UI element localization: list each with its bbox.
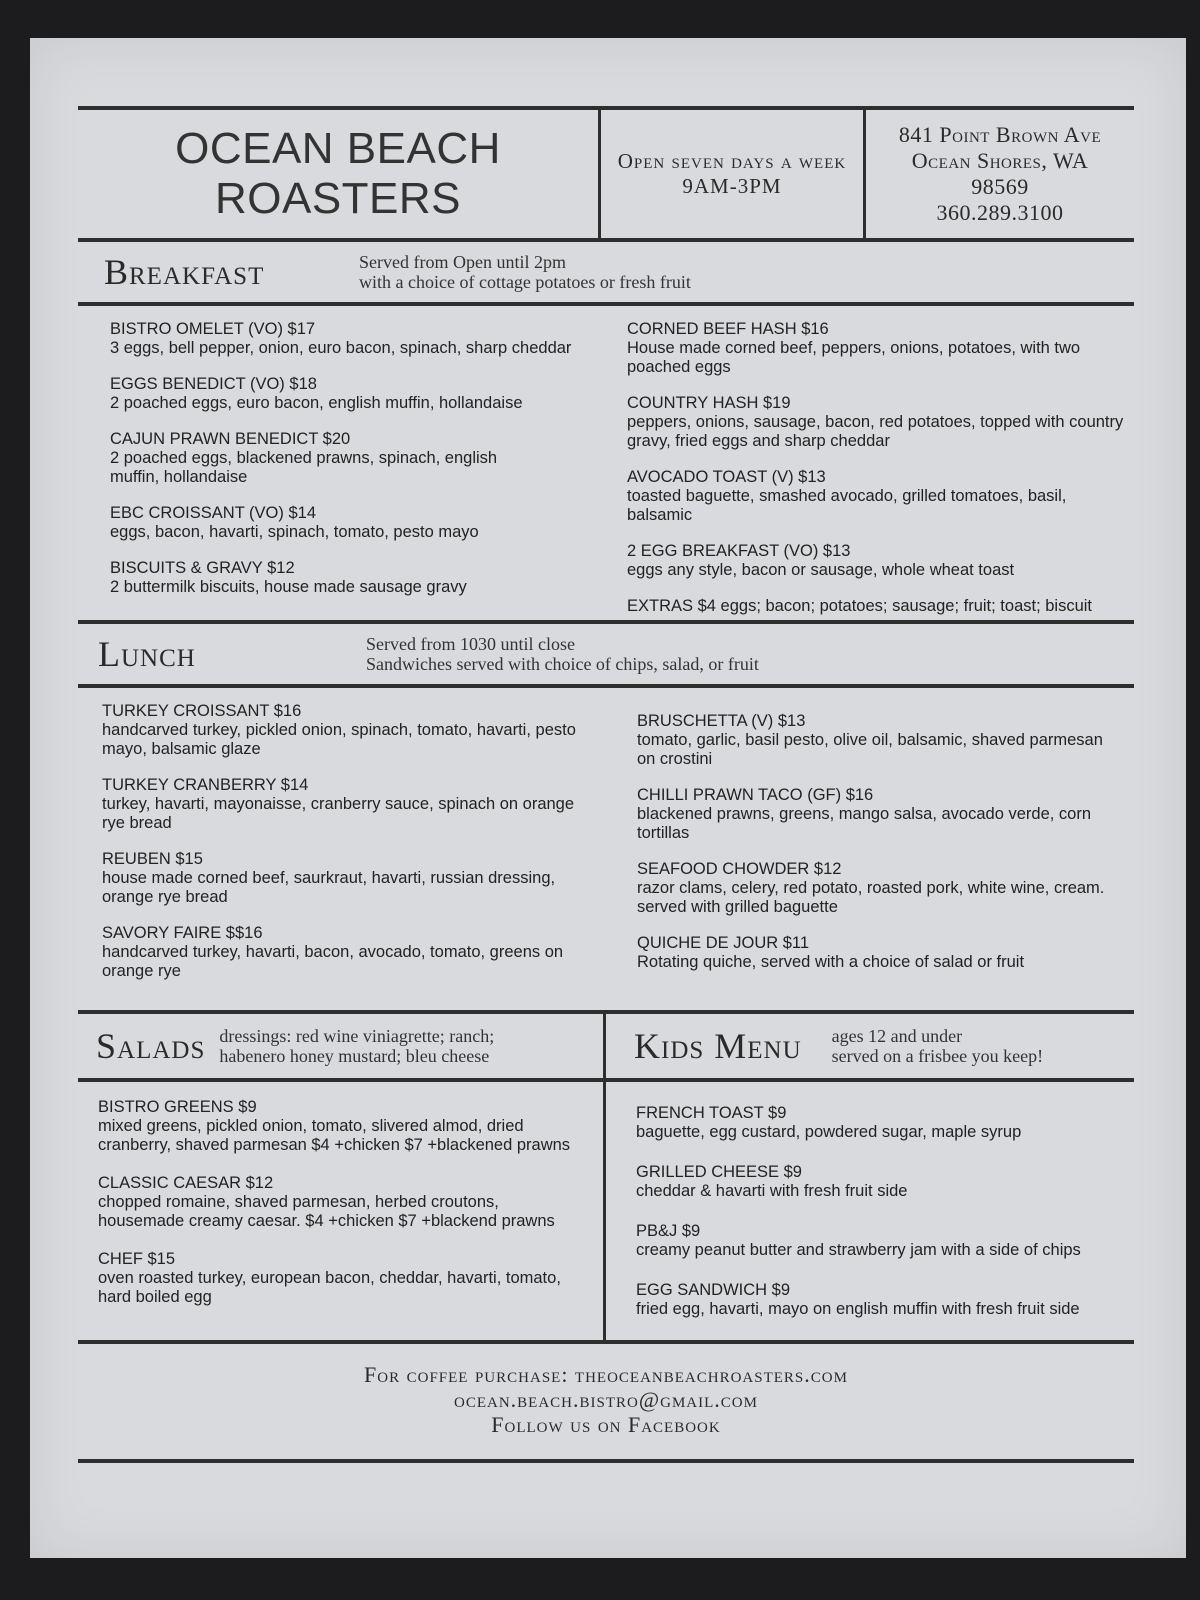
- menu-item: [627, 320, 1124, 377]
- menu-item: [110, 504, 607, 542]
- breakfast-note: [359, 252, 691, 292]
- item-name: REUBEN $15: [102, 850, 203, 868]
- item-name: BISTRO GREENS $9: [98, 1098, 257, 1116]
- restaurant-name: OCEAN BEACH ROASTERS: [175, 124, 501, 223]
- item-name: EXTRAS $4 eggs; bacon; potatoes; sausage; fruit; toast; biscuit: [627, 597, 1093, 615]
- menu-item: [98, 1098, 579, 1155]
- lunch-note: [366, 634, 759, 674]
- divider: [78, 1459, 1134, 1463]
- menu-item: [98, 1250, 579, 1307]
- breakfast-items: [78, 306, 1134, 620]
- item-name: SAVORY FAIRE $$16: [102, 924, 263, 942]
- salads-section: [78, 1014, 606, 1340]
- item-name: CORNED BEEF HASH $16: [627, 320, 829, 338]
- kids-note-line: served on a frisbee you keep!: [831, 1046, 1044, 1066]
- item-description: peppers, onions, sausage, bacon, red potatoes, topped with country gravy, fried eggs and sharp cheddar: [627, 413, 1124, 450]
- menu-item: [636, 1163, 1124, 1201]
- lunch-title: Lunch: [98, 634, 196, 674]
- menu-item: [627, 468, 1124, 525]
- item-name: PB&J $9: [636, 1222, 701, 1240]
- item-description: blackened prawns, greens, mango salsa, avocado verde, corn tortillas: [637, 805, 1092, 842]
- menu-item: [637, 860, 1124, 917]
- menu-item: [627, 542, 1124, 580]
- salads-items: [78, 1082, 603, 1340]
- hours-days: Open seven days a week: [617, 149, 847, 173]
- menu-item: [110, 430, 607, 487]
- breakfast-title: Breakfast: [104, 252, 265, 292]
- menu-item: [636, 1281, 1124, 1319]
- item-description: cheddar & havarti with fresh fruit side: [636, 1182, 908, 1200]
- breakfast-note-line: Served from Open until 2pm: [359, 252, 566, 272]
- salads-note: [219, 1026, 494, 1066]
- item-name: EGGS BENEDICT (VO) $18: [110, 375, 317, 393]
- menu-item: [110, 320, 607, 358]
- item-name: QUICHE DE JOUR $11: [637, 934, 810, 952]
- coffee-purchase-line: For coffee purchase: theoceanbeachroasters.com: [364, 1362, 848, 1387]
- menu-header: [78, 110, 1134, 238]
- item-description: 2 poached eggs, euro bacon, english muffin, hollandaise: [110, 394, 523, 412]
- item-description: oven roasted turkey, european bacon, cheddar, havarti, tomato, hard boiled egg: [98, 1269, 561, 1306]
- item-description: creamy peanut butter and strawberry jam with a side of chips: [636, 1241, 1081, 1259]
- item-name: AVOCADO TOAST (V) $13: [627, 468, 826, 486]
- item-description: House made corned beef, peppers, onions, potatoes, with two poached eggs: [627, 339, 1081, 376]
- kids-header: [606, 1014, 1134, 1078]
- item-description: mixed greens, pickled onion, tomato, slivered almod, dried cranberry, shaved parmesan $4 +chicken $7 +blackened prawns: [98, 1117, 571, 1154]
- menu-item: [637, 786, 1124, 843]
- item-description: Rotating quiche, served with a choice of salad or fruit: [637, 953, 1025, 971]
- item-description: 3 eggs, bell pepper, onion, euro bacon, spinach, sharp cheddar: [110, 339, 572, 357]
- menu-item: [637, 712, 1124, 769]
- salads-note-line: habenero honey mustard; bleu cheese: [219, 1046, 490, 1066]
- facebook-line: Follow us on Facebook: [491, 1412, 721, 1437]
- menu-item: [110, 559, 607, 597]
- item-name: CAJUN PRAWN BENEDICT $20: [110, 430, 351, 448]
- menu-item: [102, 924, 589, 981]
- lunch-right-column: [609, 702, 1124, 1010]
- item-description: toasted baguette, smashed avocado, grilled tomatoes, basil, balsamic: [627, 487, 1067, 524]
- kids-note-line: ages 12 and under: [831, 1026, 963, 1046]
- menu-item: [637, 934, 1124, 972]
- item-description: fried egg, havarti, mayo on english muffin with fresh fruit side: [636, 1300, 1080, 1318]
- item-description: eggs, bacon, havarti, spinach, tomato, pesto mayo: [110, 523, 479, 541]
- email-line: ocean.beach.bistro@gmail.com: [454, 1387, 758, 1412]
- item-name: COUNTRY HASH $19: [627, 394, 791, 412]
- item-description: handcarved turkey, pickled onion, spinach, tomato, havarti, pesto mayo, balsamic glaze: [102, 721, 576, 758]
- item-name: CHEF $15: [98, 1250, 176, 1268]
- item-name: EGG SANDWICH $9: [636, 1281, 791, 1299]
- item-name: BRUSCHETTA (V) $13: [637, 712, 806, 730]
- item-name: BISCUITS & GRAVY $12: [110, 559, 295, 577]
- salads-kids-section: [78, 1014, 1134, 1340]
- menu-item: [102, 776, 589, 833]
- salads-title: Salads: [96, 1026, 206, 1066]
- menu-item: [110, 375, 607, 413]
- menu-paper: [30, 38, 1186, 1558]
- breakfast-right-column: [607, 320, 1124, 620]
- menu-item: [102, 850, 589, 907]
- item-description: chopped romaine, shaved parmesan, herbed croutons, housemade creamy caesar. $4 +chicken $7 +blackend prawns: [98, 1193, 555, 1230]
- item-name: CLASSIC CAESAR $12: [98, 1174, 274, 1192]
- item-description: 2 poached eggs, blackened prawns, spinach, english muffin, hollandaise: [110, 449, 498, 486]
- item-name: FRENCH TOAST $9: [636, 1104, 787, 1122]
- lunch-left-column: [102, 702, 609, 1010]
- address-box: [866, 110, 1134, 238]
- salads-note-line: dressings: red wine viniagrette; ranch;: [219, 1026, 495, 1046]
- menu-footer: [78, 1344, 1134, 1459]
- item-description: eggs any style, bacon or sausage, whole wheat toast: [627, 561, 1015, 579]
- menu-item: [627, 597, 1124, 616]
- item-name: EBC CROISSANT (VO) $14: [110, 504, 317, 522]
- address-street: 841 Point Brown Ave: [898, 122, 1102, 147]
- phone-number: 360.289.3100: [936, 200, 1064, 225]
- address-zip: 98569: [971, 174, 1029, 199]
- address-city: Ocean Shores, WA: [911, 148, 1089, 173]
- lunch-items: [78, 688, 1134, 1010]
- kids-note: [832, 1026, 1043, 1066]
- lunch-note-line: Sandwiches served with choice of chips, salad, or fruit: [366, 654, 759, 674]
- item-name: BISTRO OMELET (VO) $17: [110, 320, 316, 338]
- item-name: GRILLED CHEESE $9: [636, 1163, 802, 1181]
- breakfast-header: [78, 242, 1134, 302]
- hours-box: [598, 110, 866, 238]
- salads-header: [78, 1014, 603, 1078]
- item-name: 2 EGG BREAKFAST (VO) $13: [627, 542, 851, 560]
- kids-title: Kids Menu: [634, 1026, 802, 1066]
- menu-item: [627, 394, 1124, 451]
- kids-section: [606, 1014, 1134, 1340]
- lunch-header: [78, 624, 1134, 684]
- breakfast-note-line: with a choice of cottage potatoes or fresh fruit: [359, 272, 691, 292]
- lunch-note-line: Served from 1030 until close: [366, 634, 575, 654]
- item-description: tomato, garlic, basil pesto, olive oil, balsamic, shaved parmesan on crostini: [637, 731, 1103, 768]
- item-name: TURKEY CRANBERRY $14: [102, 776, 309, 794]
- item-description: baguette, egg custard, powdered sugar, maple syrup: [636, 1123, 1022, 1141]
- item-description: handcarved turkey, havarti, bacon, avocado, tomato, greens on orange rye: [102, 943, 564, 980]
- hours-time: 9AM-3PM: [682, 174, 782, 198]
- item-description: 2 buttermilk biscuits, house made sausage gravy: [110, 578, 467, 596]
- menu-sheet: [78, 106, 1134, 1463]
- item-description: turkey, havarti, mayonaisse, cranberry sauce, spinach on orange rye bread: [102, 795, 575, 832]
- kids-items: [606, 1082, 1134, 1340]
- menu-item: [98, 1174, 579, 1231]
- item-name: TURKEY CROISSANT $16: [102, 702, 302, 720]
- item-description: house made corned beef, saurkraut, havarti, russian dressing, orange rye bread: [102, 869, 556, 906]
- breakfast-left-column: [110, 320, 607, 620]
- menu-item: [636, 1222, 1124, 1260]
- item-name: CHILLI PRAWN TACO (GF) $16: [637, 786, 874, 804]
- menu-item: [636, 1104, 1124, 1142]
- item-description: razor clams, celery, red potato, roasted pork, white wine, cream. served with grilled baguette: [637, 879, 1105, 916]
- menu-item: [102, 702, 589, 759]
- item-name: SEAFOOD CHOWDER $12: [637, 860, 842, 878]
